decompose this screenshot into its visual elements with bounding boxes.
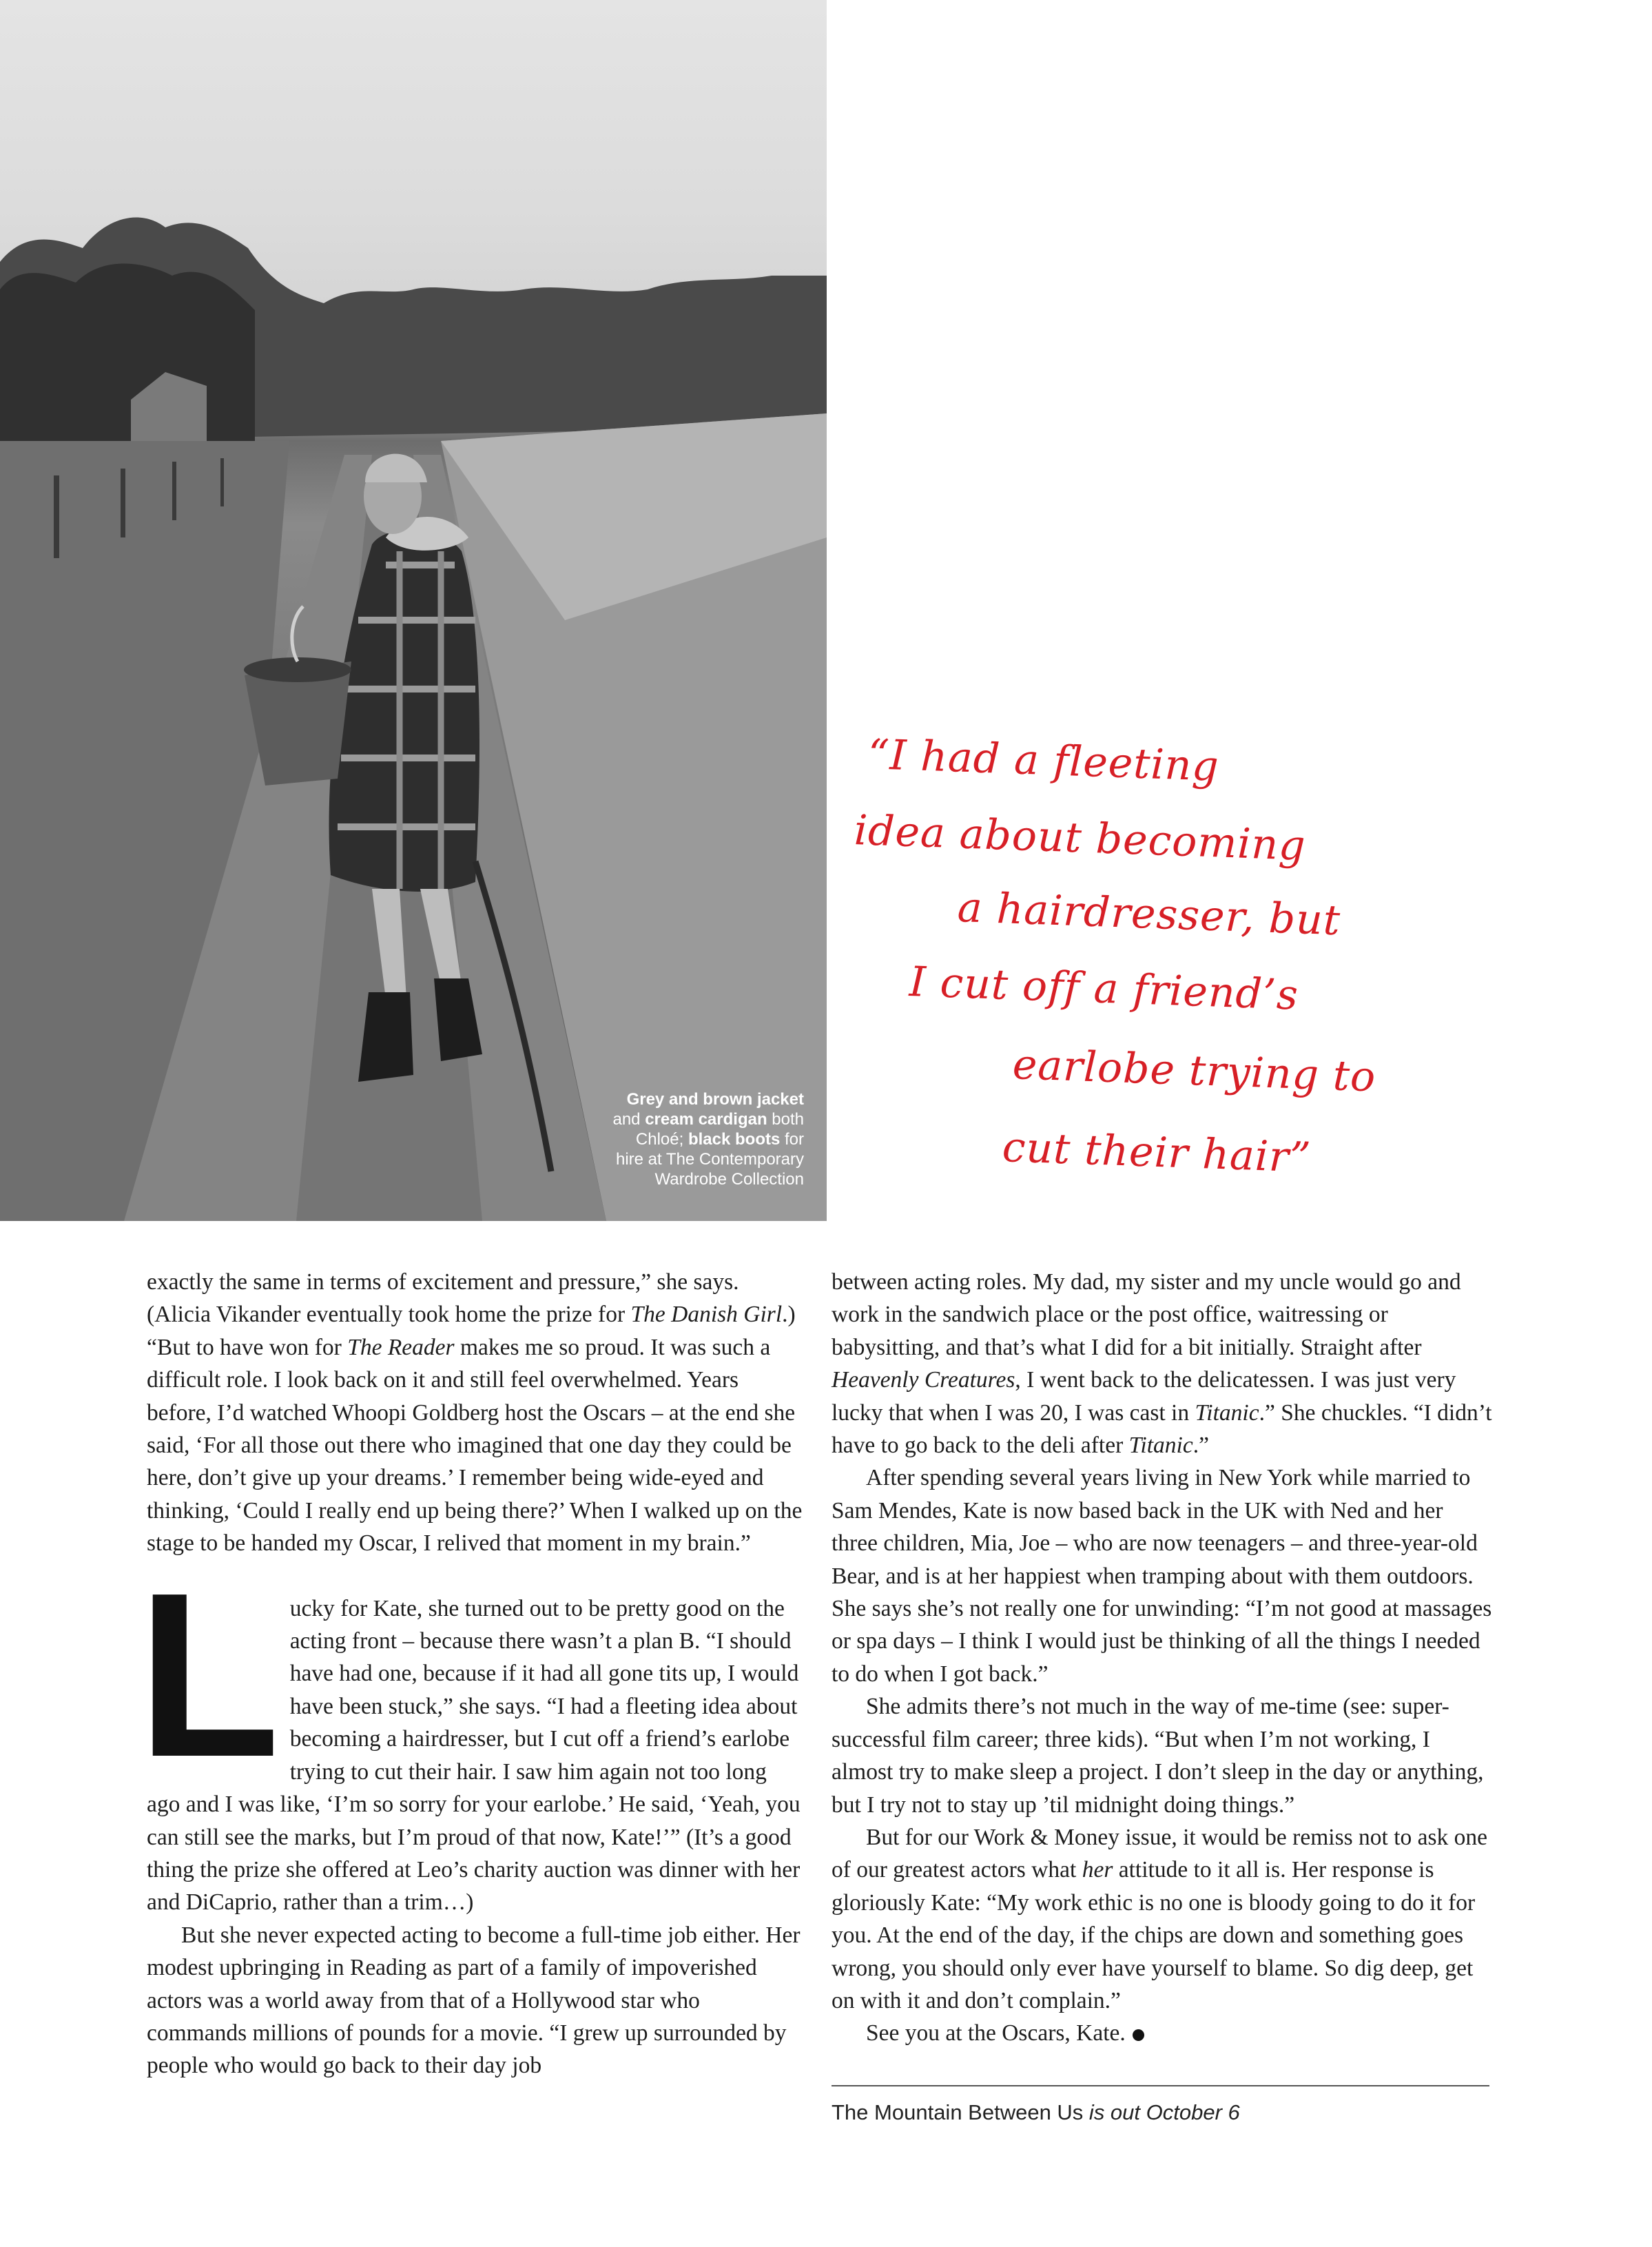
caption-text: and	[612, 1110, 646, 1129]
caption-text: Chloé;	[635, 1130, 688, 1149]
text-run: ucky for Kate, she turned out to be pretty good on the acting front – because there wasn’t a plan B. “I should have had one, because if it had all gone tits up, I would have been stuck,” she says. “I had a fleeting idea about becoming a hairdresser, but I cut off a friend’s earlobe trying to cut their hair. I saw him again not too long ago and I was like, ‘I’m so sorry for your earlobe.’ He said, ‘Yeah, you can still see the marks, but I’m proud of that now, Kate!’” (It’s a good thing the prize she offered at Leo’s charity auction was dinner with her and DiCaprio, rather than a trim…)	[147, 1595, 801, 1916]
text-run: .” She chuckles. “I didn’t have to go back to the deli after	[832, 1399, 1492, 1459]
article-left-column	[137, 1266, 805, 2082]
text-run: After spending several years living in New York while married to Sam Mendes, Kate is now based back in the UK with Ned and her three children, Mia, Joe – who are now teenagers – and three-year-old Bear, and is at her happiest when tramping about with them outdoors. She says she’s not really one for unwinding: “I’m not good at massages or spa days – I think I would just be thinking of all the things I needed to do when I got back.”	[832, 1465, 1492, 1687]
caption-text: both	[767, 1110, 804, 1129]
text-run: .) “But to have won for	[147, 1302, 796, 1360]
italic-title: her	[1082, 1857, 1113, 1883]
text-run: .”	[1192, 1433, 1209, 1459]
footer-rule	[832, 2085, 1489, 2086]
article-right-column	[832, 1266, 1493, 2050]
paragraph	[147, 1919, 805, 2082]
paragraph	[147, 1266, 805, 1560]
caption-text: Wardrobe Collection	[654, 1170, 804, 1189]
italic-title: Titanic	[1195, 1399, 1259, 1426]
photo-caption	[515, 1089, 804, 1189]
caption-text: hire at The Contemporary	[615, 1150, 804, 1169]
caption-line	[515, 1129, 804, 1149]
text-run: , I went back to the delicatessen. I was just very lucky that when I was 20, I was cast in	[832, 1367, 1456, 1426]
text-run: exactly the same in terms of excitement and pressure,” she says. (Alicia Vikander eventually took home the prize for	[147, 1269, 739, 1328]
photo	[0, 0, 827, 1221]
text-run: makes me so proud. It was such a difficult role. I look back on it and still feel overwhelmed. Years before, I’d watched Whoopi Goldberg host the Oscars – at the end she said, ‘For all those out there who imagined that one day they could be here, don’t give up your dreams.’ I remember being wide-eyed and thinking, ‘Could I really end up being there?’ When I walked up on the stage to be handed my Oscar, I relived that moment in my brain.”	[147, 1334, 803, 1557]
text-run: She admits there’s not much in the way of me-time (see: super-successful film career; three kids). “But when I’m not working, I almost try to make sleep a project. I don’t sleep in the day or anything, but I try not to stay up ’til midnight doing things.”	[832, 1694, 1484, 1818]
release-note	[832, 2100, 1240, 2125]
paragraph	[832, 1821, 1493, 2017]
caption-item: black boots	[688, 1130, 781, 1149]
pull-quote	[854, 730, 1419, 1227]
italic-title: The Reader	[347, 1334, 455, 1360]
text-run: See you at the Oscars, Kate.	[866, 2020, 1126, 2046]
pull-quote-line: cut their hair”	[1001, 1123, 1312, 1182]
italic-title: Heavenly Creatures	[832, 1367, 1015, 1393]
caption-line	[515, 1109, 804, 1129]
pull-quote-line: I cut off a friend’s	[908, 958, 1300, 1020]
pull-quote-line: idea about becoming	[853, 806, 1307, 870]
text-run: But she never expected acting to become a full-time job either. Her modest upbringing in Reading as part of a family of impoverished actors was a world away from that of a Hollywood star who commands millions of pounds for a movie. “I grew up surrounded by people who would go back to their day job	[147, 1922, 801, 2079]
caption-line	[515, 1169, 804, 1189]
paragraph	[832, 1266, 1493, 1461]
italic-title: Titanic	[1128, 1433, 1193, 1459]
text-run: between acting roles. My dad, my sister and my uncle would go and work in the sandwich place or the post office, waitressing or babysitting, and that’s what I did for a bit initially. Straight after	[832, 1269, 1461, 1360]
paragraph	[832, 1690, 1493, 1821]
end-mark-icon	[1133, 2029, 1144, 2041]
closing-line	[866, 2020, 1126, 2046]
caption-item: Grey and brown jacket	[626, 1090, 804, 1109]
text-run: But for our Work & Money issue, it would be remiss not to ask one of our greatest actors what	[832, 1824, 1488, 1883]
caption-line	[515, 1149, 804, 1169]
drop-cap: L	[137, 1543, 280, 1806]
caption-text: for	[780, 1130, 804, 1149]
paragraph	[832, 1461, 1493, 1690]
caption-line	[515, 1089, 804, 1109]
text-run: attitude to it all is. Her response is gloriously Kate: “My work ethic is no one is bloody going to do it for you. At the end of the day, if the chips are down and something goes wrong, you should only ever have yourself to blame. So dig deep, get on with it and don’t complain.”	[832, 1857, 1476, 2013]
film-title: The Mountain Between Us	[832, 2100, 1084, 2124]
caption-item: cream cardigan	[645, 1110, 767, 1129]
pull-quote-line: earlobe trying to	[1011, 1040, 1377, 1102]
pull-quote-line: a hairdresser, but	[956, 883, 1342, 945]
release-date-text: is out October 6	[1083, 2100, 1240, 2124]
photo-illustration	[0, 0, 827, 1221]
paragraph	[832, 2017, 1493, 2049]
pull-quote-line: “I had a fleeting	[867, 730, 1220, 791]
italic-title: The Danish Girl	[630, 1302, 783, 1328]
